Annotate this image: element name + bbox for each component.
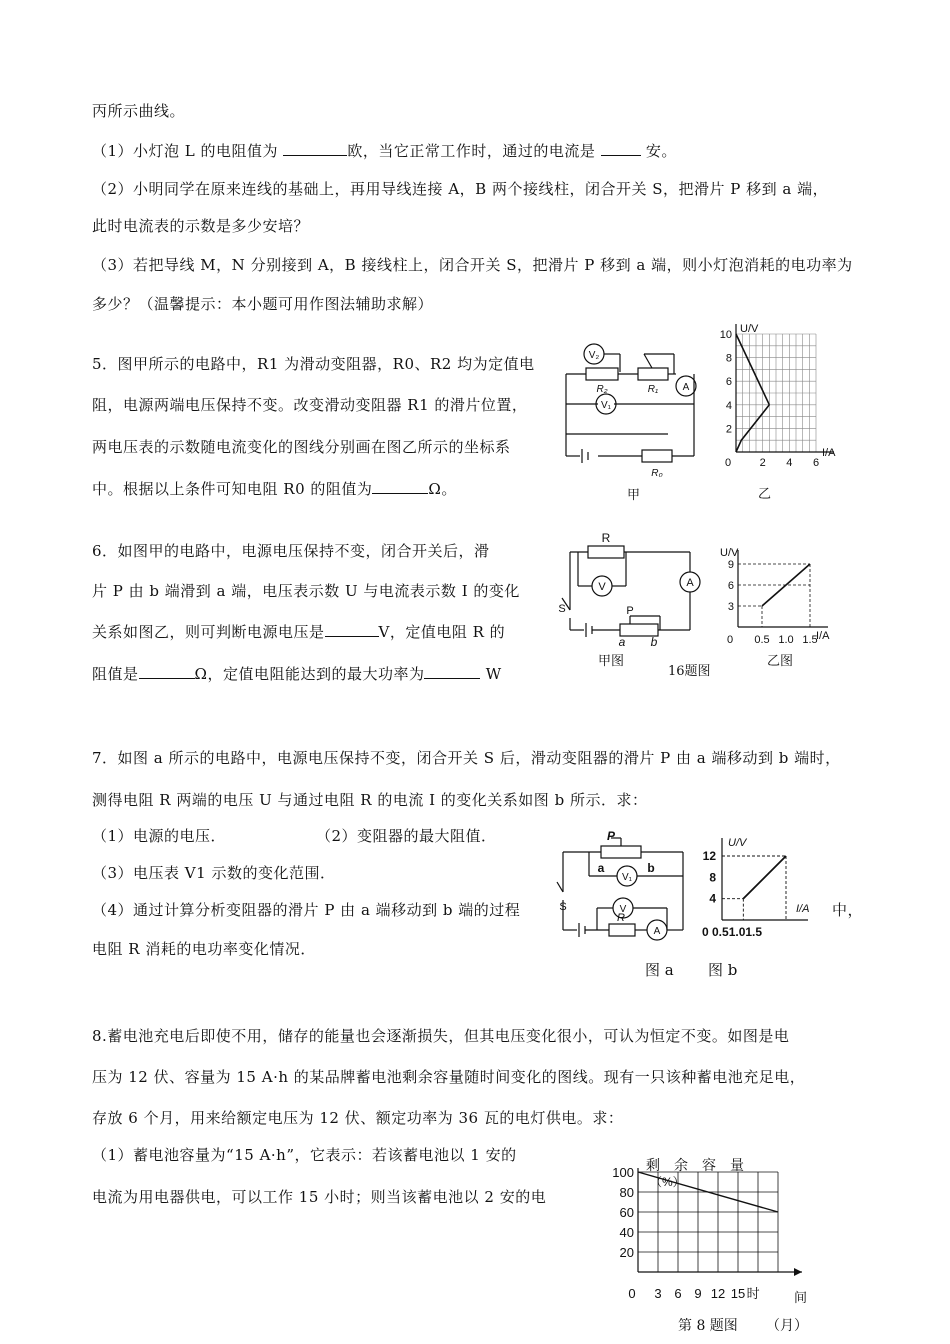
p7-line5-end: 中， — [832, 901, 864, 919]
text: V，定值电阻 R 的 — [378, 623, 506, 641]
text: 欧，当它正常工作时，通过的电流是 — [347, 142, 601, 160]
p7-fig-a-caption: 图 a — [645, 961, 674, 979]
resistor-r-label: R — [601, 531, 611, 545]
y-tick-label: 10 — [719, 329, 732, 341]
x-tick-label: 0 — [724, 457, 732, 469]
text: W — [480, 665, 502, 683]
switch-label: S — [559, 901, 567, 913]
p5-fig-a-caption: 甲 — [627, 488, 641, 503]
voltmeter-label: V — [619, 904, 627, 915]
x-axis-label: I/A — [816, 630, 830, 642]
resistor-r2-label: R₂ — [596, 384, 608, 395]
x-tick-label: 1.0 — [778, 634, 794, 646]
x-tick-label: 0.5 — [754, 634, 770, 646]
text: 中。根据以上条件可知电阻 R0 的阻值为 — [92, 480, 373, 498]
p6-graph — [718, 535, 843, 650]
y-axis-title: 剩 余 容 量 — [646, 1157, 744, 1173]
terminal-b-label: b — [650, 635, 658, 649]
x-tick-label: 6 — [812, 457, 820, 469]
x-axis-label: I/A — [822, 447, 836, 459]
p5-graph — [708, 312, 843, 477]
p6-circuit-diagram — [550, 530, 710, 650]
y-tick-label: 40 — [619, 1225, 634, 1240]
voltmeter-v1-label: V₁ — [600, 400, 612, 411]
answer-blank[interactable] — [283, 141, 347, 156]
y-tick-label: 20 — [619, 1245, 634, 1260]
p7-line6: 电阻 R 消耗的电功率变化情况． — [92, 940, 316, 958]
p7-line5: （4）通过计算分析变阻器的滑片 P 由 a 端移动到 b 端的过程 — [92, 901, 521, 919]
x-tick-label: 9 — [694, 1286, 702, 1301]
p7-line3b: （2）变阻器的最大阻值． — [316, 827, 497, 845]
question-2-line2: 此时电流表的示数是多少安培？ — [92, 217, 310, 235]
x-axis-title: 时 — [746, 1286, 760, 1301]
x-tick-label: 0 — [628, 1286, 636, 1301]
question-2-line1: （2）小明同学在原来连线的基础上，再用导线连接 A，B 两个接线柱，闭合开关 S，把滑片 P 移到 a 端， — [92, 180, 829, 198]
switch-label: S — [558, 603, 566, 615]
y-axis-label: U/V — [740, 323, 759, 335]
y-axis-label: U/V — [720, 547, 739, 559]
x-tick-label: 1.5 — [802, 634, 818, 646]
terminal-a-label: a — [597, 861, 605, 875]
ammeter-label: A — [686, 577, 694, 589]
text-line: 丙所示曲线。 — [92, 102, 186, 120]
series-line — [743, 856, 786, 899]
p7-line3a: （1）电源的电压． — [92, 827, 227, 845]
question-1 — [92, 140, 677, 161]
p8-line3: 存放 6 个月，用来给额定电压为 12 伏、额定功率为 36 瓦的电灯供电。求： — [92, 1109, 624, 1127]
question-3-line1: （3）若把导线 M，N 分别接到 A，B 接线柱上，闭合开关 S，把滑片 P 移到 a 端，则小灯泡消耗的电功率为 — [92, 256, 853, 274]
y-tick-label: 2 — [725, 423, 732, 436]
text: 阻值是 — [92, 665, 139, 683]
x-tick-label: 15 — [730, 1286, 746, 1301]
p5-circuit-diagram — [558, 338, 708, 478]
y-tick-label: 8 — [725, 352, 732, 365]
text: 安。 — [640, 142, 677, 160]
answer-blank[interactable] — [424, 664, 480, 679]
y-tick-label: 12 — [702, 849, 716, 863]
y-tick-label: 3 — [727, 601, 734, 613]
y-tick-label: 100 — [612, 1165, 634, 1180]
p6-line3 — [92, 621, 505, 642]
p8-line1: 8.蓄电池充电后即使不用，储存的能量也会逐渐损失，但其电压变化很小，可认为恒定不变。如图是电 — [92, 1027, 790, 1045]
p7-line4: （3）电压表 V1 示数的变化范围． — [92, 864, 336, 882]
p6-line2: 片 P 由 b 端滑到 a 端，电压表示数 U 与电流表示数 I 的变化 — [92, 582, 520, 600]
x-axis-title: 间 — [794, 1290, 808, 1305]
x-tick-label: 12 — [710, 1286, 726, 1301]
p6-fig-a-caption: 甲图 — [598, 654, 625, 669]
x-tick-label: 4 — [786, 457, 793, 469]
answer-blank[interactable] — [601, 141, 641, 156]
p8-x-unit: （月） — [766, 1318, 808, 1334]
x-tick-label: 3 — [654, 1286, 662, 1301]
x-axis-arrow — [794, 1268, 802, 1276]
x-axis-label: I/A — [796, 903, 810, 915]
p8-fig-caption: 第 8 题图 — [678, 1318, 738, 1334]
answer-blank[interactable] — [139, 664, 195, 679]
text: Ω，定值电阻能达到的最大功率为 — [194, 665, 425, 683]
x-tick-labels: 0 0.51.01.5 — [702, 925, 763, 939]
text: （1）小灯泡 L 的电阻值为 — [92, 142, 284, 160]
resistor-r-label: R — [617, 912, 625, 924]
p7-graph — [700, 828, 820, 942]
slider-p-label: P — [626, 605, 634, 617]
ammeter-label: A — [653, 926, 661, 937]
p8-graph — [600, 1150, 840, 1335]
p6-line4 — [92, 663, 502, 684]
answer-blank[interactable] — [325, 622, 379, 637]
y-tick-label: 8 — [709, 870, 716, 885]
y-tick-label: 4 — [709, 891, 716, 906]
p6-fig-number-caption: 16题图 — [668, 664, 711, 679]
ammeter-label: A — [682, 382, 690, 393]
text: 关系如图乙，则可判断电源电压是 — [92, 623, 325, 641]
p7-line2: 测得电阻 R 两端的电压 U 与通过电阻 R 的电流 I 的变化关系如图 b 所示．求： — [92, 791, 648, 809]
p5-line2: 阻，电源两端电压保持不变。改变滑动变阻器 R1 的滑片位置， — [92, 396, 528, 414]
voltmeter-v2-label: V₂ — [588, 350, 600, 361]
p6-line1: 6．如图甲的电路中，电源电压保持不变，闭合开关后，滑 — [92, 542, 490, 560]
p5-line3: 两电压表的示数随电流变化的图线分别画在图乙所示的坐标系 — [92, 438, 511, 456]
y-tick-label: 6 — [727, 580, 734, 592]
p5-line1: 5．图甲所示的电路中，R1 为滑动变阻器，R0、R2 均为定值电 — [92, 355, 535, 373]
x-tick-label: 6 — [674, 1286, 682, 1301]
voltmeter-label: V — [598, 581, 606, 593]
y-tick-label: 60 — [619, 1205, 634, 1220]
p8-line2: 压为 12 伏、容量为 15 A·h 的某品牌蓄电池剩余容量随时间变化的图线。现有一只该种蓄电池充足电， — [92, 1068, 806, 1086]
answer-blank[interactable] — [372, 479, 428, 494]
resistor-r1-label: R₁ — [647, 384, 659, 395]
terminal-b-label: b — [647, 861, 655, 875]
text: Ω。 — [428, 480, 457, 498]
p7-circuit-diagram — [555, 830, 695, 942]
y-tick-label: 80 — [619, 1185, 634, 1200]
y-tick-label: 9 — [727, 559, 734, 571]
x-tick-label: 2 — [759, 457, 766, 469]
p5-line4 — [92, 478, 457, 499]
y-tick-label: 6 — [725, 376, 732, 389]
p7-line1: 7．如图 a 所示的电路中，电源电压保持不变，闭合开关 S 后，滑动变阻器的滑片 P 由 a 端移动到 b 端时， — [92, 749, 841, 767]
p8-line5: 电流为用电器供电，可以工作 15 小时；则当该蓄电池以 2 安的电 — [92, 1188, 547, 1206]
p7-fig-b-caption: 图 b — [708, 961, 738, 979]
question-3-line2: 多少？（温馨提示：本小题可用作图法辅助求解） — [92, 295, 434, 313]
resistor-r0-label: R₀ — [651, 468, 663, 479]
slider-p-label: P — [606, 829, 616, 843]
p6-fig-b-caption: 乙图 — [767, 654, 794, 669]
p8-line4: （1）蓄电池容量为“15 A·h”，它表示：若该蓄电池以 1 安的 — [92, 1146, 517, 1164]
x-tick-label: 0 — [726, 634, 734, 646]
y-tick-label: 4 — [725, 399, 732, 412]
terminal-a-label: a — [618, 635, 626, 649]
y-axis-unit: （%） — [650, 1175, 685, 1189]
y-axis-label: U/V — [728, 837, 747, 849]
p5-fig-b-caption: 乙 — [758, 487, 772, 502]
voltmeter-v1-label: V₁ — [621, 872, 633, 883]
